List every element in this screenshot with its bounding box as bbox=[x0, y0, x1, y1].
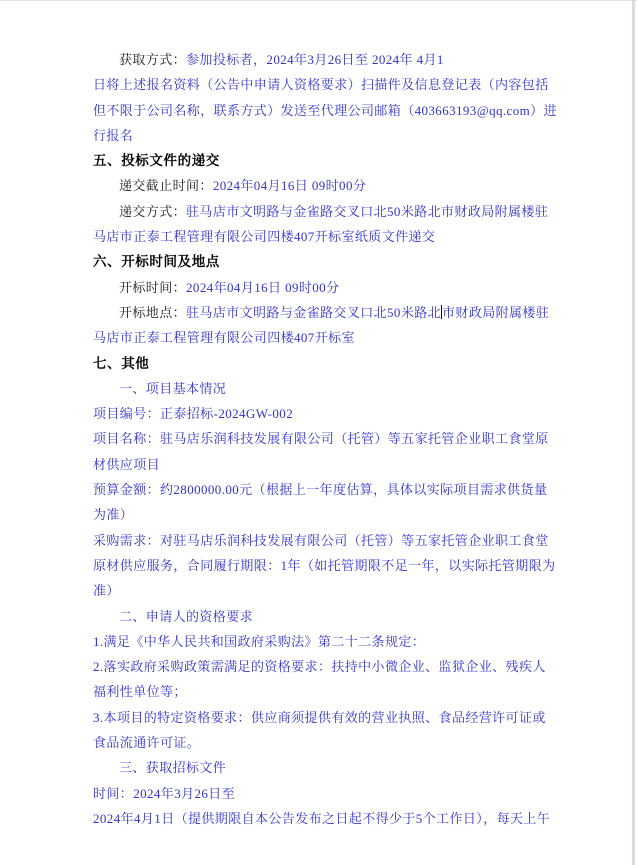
text-line bbox=[93, 452, 548, 477]
text-segment: 1.满足《中华人民共和国政府采购法》第二十二条规定： bbox=[93, 633, 426, 649]
text-line bbox=[93, 654, 548, 679]
text-line bbox=[93, 553, 556, 578]
text-segment: 递交截止时间： bbox=[119, 178, 213, 194]
text-line bbox=[93, 376, 548, 401]
text-line bbox=[93, 730, 548, 755]
text-segment: 采购需求：对驻马店乐润科技发展有限公司（托管）等五家托管企业职工食堂 bbox=[93, 532, 549, 548]
text-segment: 3.本项目的特定资格要求：供应商须提供有效的营业执照、食品经营许可证或 bbox=[93, 709, 546, 725]
text-line bbox=[93, 528, 548, 553]
text-segment: 行报名 bbox=[93, 127, 134, 143]
text-segment: 2024年04月16日 09时00分 bbox=[186, 279, 340, 295]
text-line bbox=[93, 325, 548, 350]
text-segment: 二、申请人的资格要求 bbox=[119, 608, 254, 624]
text-line bbox=[93, 806, 551, 831]
text-segment: 驻马店市文明路与金雀路交叉口北50米路北 bbox=[186, 304, 442, 320]
text-segment: 项目编号：正泰招标-2024GW-002 bbox=[93, 406, 294, 422]
text-segment: 市财政局附属楼驻 bbox=[442, 304, 550, 320]
text-line bbox=[93, 300, 548, 325]
text-segment: 递交方式： bbox=[119, 203, 187, 219]
text-segment: 获取方式： bbox=[119, 52, 187, 67]
text-segment: 一、项目基本情况 bbox=[119, 380, 227, 396]
heading-text: 六、开标时间及地点 bbox=[93, 254, 220, 270]
text-segment: 开标地点： bbox=[119, 304, 187, 320]
text-line bbox=[93, 578, 548, 603]
text-line bbox=[93, 199, 548, 224]
text-segment: 时间：2024年3月26日至 bbox=[93, 785, 236, 801]
text-segment: 开标时间： bbox=[119, 279, 187, 295]
heading-line bbox=[93, 351, 548, 376]
text-line bbox=[93, 477, 548, 502]
text-segment: 参加投标者，2024年3月26日至 2024年 4月1 bbox=[186, 52, 444, 67]
scrollbar-track[interactable] bbox=[632, 0, 635, 865]
text-segment: 福利性单位等； bbox=[93, 684, 187, 700]
text-line bbox=[93, 781, 548, 806]
text-line bbox=[93, 275, 548, 300]
text-segment: 材供应项目 bbox=[93, 456, 161, 472]
text-segment: 项目名称：驻马店乐润科技发展有限公司（托管）等五家托管企业职工食堂原 bbox=[93, 431, 549, 447]
heading-line bbox=[93, 249, 548, 274]
heading-text: 七、其他 bbox=[93, 355, 150, 371]
text-line bbox=[93, 604, 548, 629]
text-segment: 马店市正泰工程管理有限公司四楼407开标室纸质文件递交 bbox=[93, 229, 436, 245]
text-segment: 为准） bbox=[93, 507, 134, 523]
text-line bbox=[93, 224, 548, 249]
text-line bbox=[93, 47, 548, 72]
text-segment: 但不限于公司名称，联系方式）发送至代理公司邮箱（403663193@qq.com）进 bbox=[93, 102, 557, 118]
text-line bbox=[93, 72, 548, 97]
text-line bbox=[93, 123, 548, 148]
text-segment: 驻马店市文明路与金雀路交叉口北50米路北市财政局附属楼驻 bbox=[186, 203, 549, 219]
text-segment: 2.落实政府采购政策需满足的资格要求：扶持中小微企业、监狱企业、残疾人 bbox=[93, 659, 546, 675]
text-segment: 原材供应服务，合同履行期限：1年（如托管期限不足一年，以实际托管期限为 bbox=[93, 557, 556, 573]
page-top-border bbox=[0, 0, 637, 1]
heading-text: 五、投标文件的递交 bbox=[93, 153, 220, 169]
document-body[interactable] bbox=[93, 47, 557, 831]
text-line bbox=[93, 401, 548, 426]
text-segment: 准） bbox=[93, 583, 120, 599]
text-segment: 预算金额：约2800000.00元（根据上一年度估算，具体以实际项目需求供货量 bbox=[93, 482, 548, 498]
text-segment: 2024年4月1日（提供期限自本公告发布之日起不得少于5个工作日），每天上午 bbox=[93, 810, 551, 826]
text-segment: 马店市正泰工程管理有限公司四楼407开标室 bbox=[93, 330, 355, 346]
heading-line bbox=[93, 148, 548, 173]
text-line bbox=[93, 755, 548, 780]
text-line bbox=[93, 502, 548, 527]
text-segment: 食品流通许可证。 bbox=[93, 735, 201, 751]
text-line bbox=[93, 705, 548, 730]
text-segment: 2024年04月16日 09时00分 bbox=[212, 178, 367, 194]
text-segment: 日将上述报名资料（公告中申请人资格要求）扫描件及信息登记表（内容包括 bbox=[93, 77, 549, 93]
text-line bbox=[93, 679, 548, 704]
text-line bbox=[93, 98, 557, 123]
text-line bbox=[93, 629, 548, 654]
text-line bbox=[93, 173, 548, 198]
text-line bbox=[93, 426, 548, 451]
text-segment: 三、获取招标文件 bbox=[119, 760, 227, 776]
